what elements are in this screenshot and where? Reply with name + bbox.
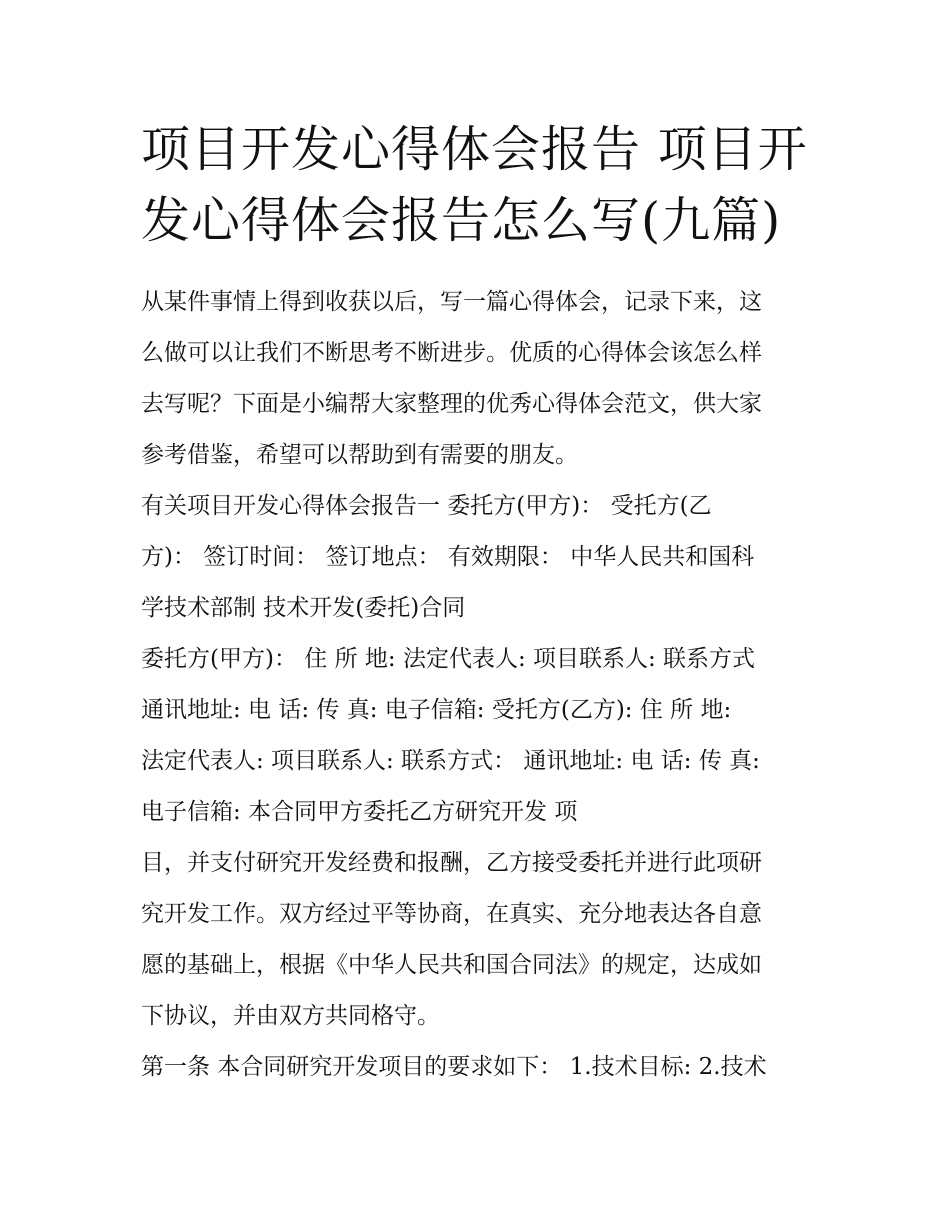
agreement-paragraph: [141, 838, 813, 1042]
text-line: 目，并支付研究开发经费和报酬，乙方接受委托并进行此项研: [141, 850, 762, 876]
text-line: 究开发工作。双方经过平等协商，在真实、充分地表达各自意: [141, 901, 762, 927]
parties-paragraph: [141, 634, 813, 838]
text-line: 下协议，并由双方共同格守。: [141, 1003, 440, 1029]
text-line: 第一条 本合同研究开发项目的要求如下： 1.技术目标: 2.技术: [141, 1054, 767, 1080]
document-body: [141, 277, 813, 1093]
title-line: 发心得体会报告怎么写(九篇): [141, 192, 782, 249]
document-title: [141, 114, 813, 256]
text-line: 愿的基础上，根据《中华人民共和国合同法》的规定，达成如: [141, 952, 762, 978]
article-one-paragraph: [141, 1042, 813, 1093]
text-line: 电子信箱: 本合同甲方委托乙方研究开发 项: [141, 799, 578, 825]
document-page: [141, 114, 813, 1093]
text-line: 方)： 签订时间： 签订地点： 有效期限： 中华人民共和国科: [141, 544, 755, 570]
text-line: 去写呢？下面是小编帮大家整理的优秀心得体会范文，供大家: [141, 391, 762, 417]
text-line: 学技术部制 技术开发(委托)合同: [141, 595, 466, 621]
text-line: 从某件事情上得到收获以后，写一篇心得体会，记录下来，这: [141, 289, 762, 315]
text-line: 法定代表人: 项目联系人: 联系方式： 通讯地址: 电 话: 传 真:: [141, 748, 760, 774]
text-line: 有关项目开发心得体会报告一 委托方(甲方)： 受托方(乙: [141, 493, 712, 519]
title-line: 项目开发心得体会报告 项目开: [141, 121, 808, 178]
intro-paragraph: [141, 277, 813, 481]
text-line: 参考借鉴，希望可以帮助到有需要的朋友。: [141, 442, 578, 468]
text-line: 委托方(甲方)： 住 所 地: 法定代表人: 项目联系人: 联系方式: [141, 646, 756, 672]
text-line: 么做可以让我们不断思考不断进步。优质的心得体会该怎么样: [141, 340, 762, 366]
text-line: 通讯地址: 电 话: 传 真: 电子信箱: 受托方(乙方): 住 所 地:: [141, 697, 732, 723]
report-one-heading-paragraph: [141, 481, 813, 634]
